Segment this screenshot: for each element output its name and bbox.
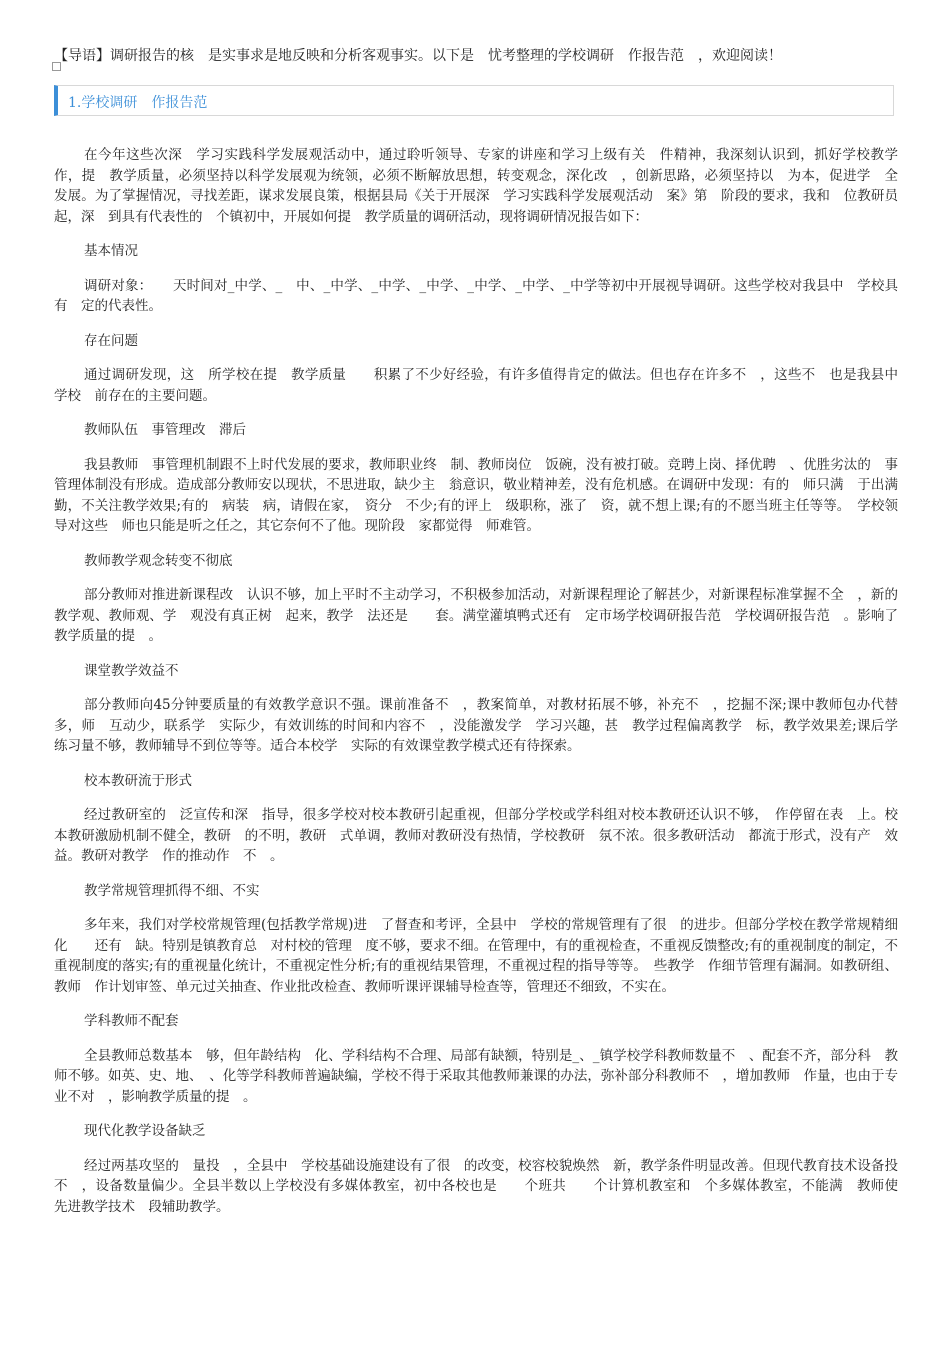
paragraph: 部分教师向45分钟要质量的有效教学意识不强。课前准备不 ，教案简单，对教材拓展不够，补充不 ，挖掘不深;课中教师包办代替多，师 互动少，联系学 实际少，有效训练的时间和内容不 ，没能激发学 学习兴趣，甚 教学过程偏离教学 标，教学效果差;课后学 练习量不够，教师辅导不到位等等。适合本校学 实际的有效课堂教学模式还有待探索。	[54, 697, 912, 754]
section-heading	[54, 85, 894, 116]
subheading: 课堂教学效益不	[84, 662, 179, 679]
paragraph: 调研对象： 天时间对_中学、_ 中、_中学、_中学、_中学、_中学、_中学、_中学等初中开展视导调研。这些学校对我县中 学校具有 定的代表性。	[54, 277, 898, 314]
subheading: 校本教研流于形式	[84, 772, 192, 789]
section-heading-text: 1.学校调研 作报告范	[68, 95, 208, 111]
subheading: 现代化教学设备缺乏	[84, 1123, 206, 1139]
paragraph: 多年来，我们对学校常规管理(包括教学常规)进 了督查和考评，全县中 学校的常规管理有了很 的进步。但部分学校在教学常规精细化 还有 缺。特别是镇教育总 对村校的管理 度不够，要求不细。在管理中，有的重视检查，不重视反馈整改;有的重视制度的制定，不重视制度的落实;有的重视量化统计，不重视定性分析;有的重视结果管理，不重视过程的指导等等。 些教学 作细节管理有漏洞。如教研组、教师 作计划审签、单元过关抽查、作业批改检查、教师听课评课辅导检查等，管理还不细致，不实在。	[54, 917, 898, 995]
paragraph: 经过两基攻坚的 量投 ，全县中 学校基础设施建设有了很 的改变，校容校貌焕然 新，教学条件明显改善。但现代教育技术设备投 不 ，设备数量偏少。全县半数以上学校没有多媒体教室，初中各校也是 个班共 个计算机教室和 个多媒体教室，不能满 教师使 先进教学技术 段辅助教学。	[54, 1157, 912, 1215]
paragraph: 我县教师 事管理机制跟不上时代发展的要求，教师职业终 制、教师岗位 饭碗，没有被打破。竞聘上岗、择优聘 、优胜劣汰的 事管理体制没有形成。造成部分教师安以现状，不思进取，缺少主 翁意识，敬业精神差，没有危机感。在调研中发现：有的 师只满 于出满勤，不关注教学效果;有的 病装 病，请假在家， 资分 不少;有的评上 级职称，涨了 资，就不想上课;有的不愿当班主任等等。 学校领导对这些 师也只能是听之任之，其它奈何不了他。现阶段 家都觉得 师难管。	[54, 456, 898, 534]
paragraph: 全县教师总数基本 够，但年龄结构 化、学科结构不合理、局部有缺额，特别是_、_镇学校学科教师数量不 、配套不齐，部分科 教师不够。如英、史、地、 、化等学科教师普遍缺编，学校不得于采取其他教师兼课的办法，弥补部分科教师不 ，增加教师 作量，也由于专业不对 ，影响教学质量的提 。	[54, 1047, 898, 1105]
broken-image-icon	[52, 62, 61, 71]
paragraph: 经过教研室的 泛宣传和深 指导，很多学校对校本教研引起重视，但部分学校或学科组对校本教研还认识不够， 作停留在表 上。校本教研激励机制不健全，教研 的不明，教研 式单调，教师对教研没有热情，学校教研 氛不浓。很多教研活动 都流于形式，没有产 效益。教研对教学 作的推动作 不 。	[54, 807, 898, 864]
paragraph: 通过调研发现，这 所学校在提 教学质量 积累了不少好经验，有许多值得肯定的做法。但也存在许多不 ，这些不 也是我县中 学校 前存在的主要问题。	[54, 367, 912, 404]
article-body	[54, 145, 912, 1231]
subheading: 基本情况	[84, 243, 138, 259]
subheading: 存在问题	[84, 332, 138, 349]
subheading: 学科教师不配套	[84, 1013, 179, 1029]
subheading: 教师队伍 事管理改 滞后	[84, 422, 246, 438]
subheading: 教学常规管理抓得不细、不实	[84, 882, 260, 899]
subheading: 教师教学观念转变不彻底	[84, 552, 233, 569]
paragraph: 部分教师对推进新课程改 认识不够，加上平时不主动学习，不积极参加活动，对新课程理论了解甚少，对新课程标准掌握不全 ，新的教学观、教师观、学 观没有真正树 起来，教学 法还是 套。满堂灌填鸭式还有 定市场学校调研报告范 学校调研报告范 。影响了教学质量的提 。	[54, 587, 898, 644]
intro-text: 【导语】调研报告的核 是实事求是地反映和分析客观事实。以下是 忧考整理的学校调研 作报告范 ，欢迎阅读！	[54, 48, 782, 64]
paragraph: 在今年这些次深 学习实践科学发展观活动中，通过聆听领导、专家的讲座和学习上级有关 件精神，我深刻认识到，抓好学校教学 作，提 教学质量，必须坚持以科学发展观为统领，必须不断解放思想，转变观念，深化改 ，创新思路，必须坚持以 为本，促进学 全 发展。为了掌握情况，寻找差距，谋求发展良策，根据县局《关于开展深 学习实践科学发展观活动 案》第 阶段的要求，我和 位教研员 起，深 到具有代表性的 个镇初中，开展如何提 教学质量的调研活动，现将调研情况报告如下：	[54, 147, 912, 225]
